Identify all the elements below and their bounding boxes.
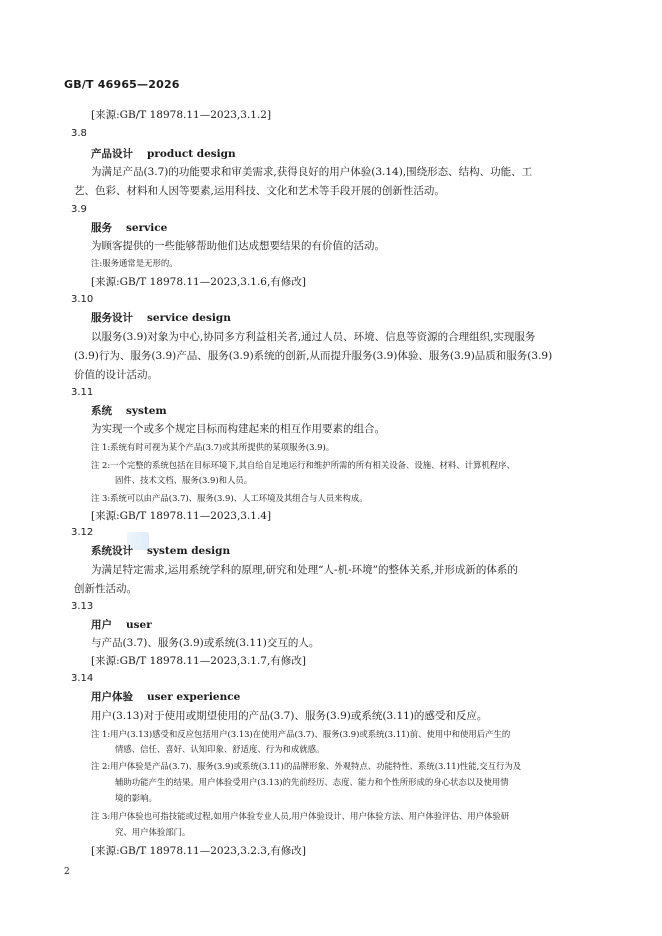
definition-text: 创新性活动。	[74, 583, 137, 595]
source-reference: [来源:GB/T 18978.11—2023,3.1.6,有修改]	[91, 276, 306, 288]
note-text: 注 3:用户体验也可指技能或过程,如用户体验专业人员,用户体验设计、用户体验方法、用户体验评估、用户体验研	[91, 811, 510, 821]
note-text: 固件、技术文档、服务(3.9)和人员。	[115, 475, 253, 485]
note-text: 辅助功能产生的结果。用户体验受用户(3.13)的先前经历、态度、能力和个性所形成的身心状态以及使用情	[115, 777, 509, 787]
definition-text: 价值的设计活动。	[74, 369, 158, 381]
term-english: service design	[147, 312, 231, 324]
page-number: 2	[64, 867, 70, 877]
term-entry	[91, 220, 167, 235]
term-entry	[91, 543, 230, 558]
term-chinese: 系统设计	[91, 545, 133, 557]
definition-text: 为满足特定需求,运用系统学科的原理,研究和处理“人-机-环境”的整体关系,并形成新的体系的	[91, 564, 518, 576]
note-text: 注 2:用户体验是产品(3.7)、服务(3.9)或系统(3.11)的品牌形象、外观特点、功能特性、系统(3.11)性能,交互行为及	[91, 761, 522, 771]
term-entry	[91, 310, 231, 325]
definition-text: 为顾客提供的一些能够帮助他们达成想要结果的有价值的活动。	[91, 240, 385, 252]
clause-number: 3.9	[71, 204, 87, 215]
term-english: product design	[147, 148, 236, 160]
term-chinese: 服务设计	[91, 312, 133, 324]
definition-text: 为实现一个或多个规定目标而构建起来的相互作用要素的组合。	[91, 423, 385, 435]
source-reference: [来源:GB/T 18978.11—2023,3.2.3,有修改]	[91, 845, 306, 857]
term-entry	[91, 617, 152, 632]
clause-number: 3.12	[71, 527, 94, 538]
clause-number: 3.10	[71, 294, 94, 305]
definition-text: 用户(3.13)对于使用或期望使用的产品(3.7)、服务(3.9)或系统(3.11)的感受和反应。	[91, 710, 488, 722]
clause-number: 3.14	[71, 673, 94, 684]
term-chinese: 产品设计	[91, 148, 133, 160]
note-text: 究、用户体验部门。	[115, 827, 191, 837]
source-reference: [来源:GB/T 18978.11—2023,3.1.7,有修改]	[91, 655, 306, 667]
term-chinese: 服务	[91, 222, 112, 234]
definition-text: 艺、色彩、材料和人因等要素,运用科技、文化和艺术等手段开展的创新性活动。	[74, 185, 445, 197]
term-chinese: 用户体验	[91, 691, 133, 703]
definition-text: 为满足产品(3.7)的功能要求和审美需求,获得良好的用户体验(3.14),围绕形态、结构、功能、工	[91, 166, 533, 178]
term-entry	[91, 146, 236, 161]
clause-number: 3.8	[71, 128, 87, 139]
clause-number: 3.11	[71, 387, 94, 398]
definition-text: (3.9)行为、服务(3.9)产品、服务(3.9)系统的创新,从而提升服务(3.9)体验、服务(3.9)品质和服务(3.9)	[74, 350, 553, 362]
term-entry	[91, 403, 167, 418]
definition-text: 与产品(3.7)、服务(3.9)或系统(3.11)交互的人。	[91, 637, 320, 649]
term-english: user	[126, 619, 152, 631]
clause-number: 3.13	[71, 601, 94, 612]
term-chinese: 系统	[91, 405, 112, 417]
note-text: 注:服务通常是无形的。	[91, 258, 178, 268]
term-english: service	[126, 222, 168, 234]
term-entry	[91, 689, 240, 704]
source-reference: [来源:GB/T 18978.11—2023,3.1.2]	[91, 109, 272, 121]
note-text: 注 2:一个完整的系统包括在目标环境下,其自给自足地运行和维护所需的所有相关设备、设施、材料、计算机程序、	[91, 460, 515, 470]
note-text: 注 1:系统有时可视为某个产品(3.7)或其所提供的某项服务(3.9)。	[91, 442, 335, 452]
source-reference: [来源:GB/T 18978.11—2023,3.1.4]	[91, 510, 272, 522]
term-chinese: 用户	[91, 619, 112, 631]
definition-text: 以服务(3.9)对象为中心,协同多方利益相关者,通过人员、环境、信息等资源的合理组织,实现服务	[91, 331, 536, 343]
note-text: 情感、信任、喜好、认知印象、舒适度、行为和成就感。	[115, 744, 325, 754]
term-english: system design	[147, 545, 231, 557]
standard-header: GB/T 46965—2026	[64, 78, 180, 91]
note-text: 注 3:系统可以由产品(3.7)、服务(3.9)、人工环境及其组合与人员来构成。	[91, 493, 368, 503]
note-text: 注 1:用户(3.13)感受和反应包括用户(3.13)在使用产品(3.7)、服务(3.9)或系统(3.11)前、使用中和使用后产生的	[91, 729, 511, 739]
note-text: 境的影响。	[115, 793, 157, 803]
term-english: user experience	[147, 691, 241, 703]
term-english: system	[126, 405, 167, 417]
